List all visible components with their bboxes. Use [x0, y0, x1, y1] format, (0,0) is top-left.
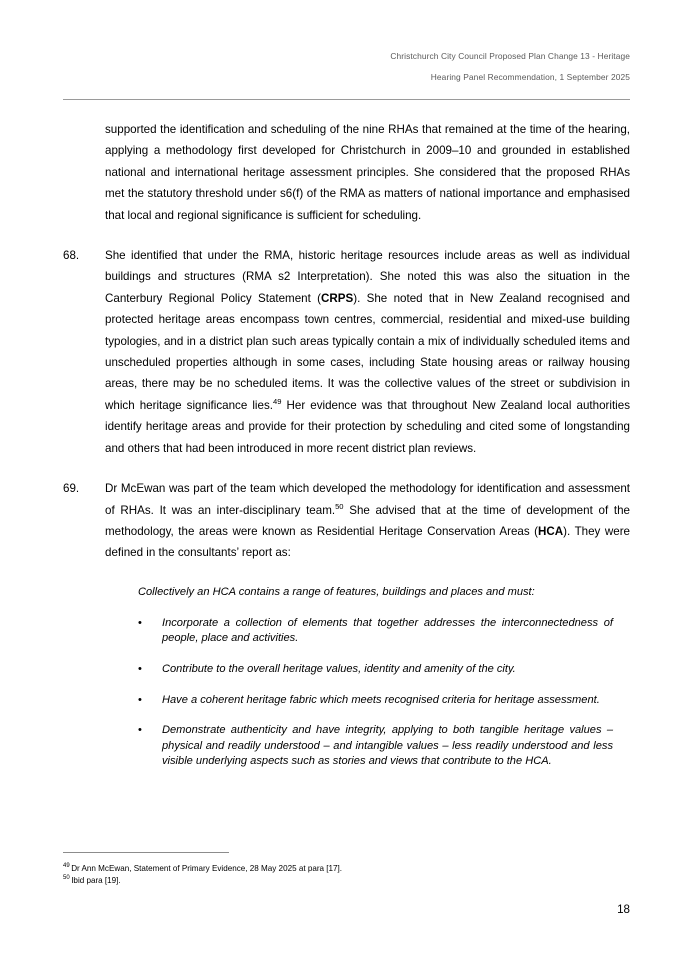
footnote-number-49: 49 [63, 863, 70, 870]
footnote-49 [63, 863, 630, 875]
footnote-49-text: Dr Ann McEwan, Statement of Primary Evidence, 28 May 2025 at para [17]. [71, 864, 343, 873]
bullet-icon: • [138, 693, 142, 706]
header-title-line-1: Christchurch City Council Proposed Plan Change 13 - Heritage [390, 51, 630, 61]
list-item-text: Incorporate a collection of elements that together addresses the interconnectedness of people, place and activities. [162, 616, 613, 645]
quote-bullet-list [138, 616, 613, 770]
page-header [63, 52, 630, 82]
quoted-definition-block [138, 583, 613, 770]
bullet-icon: • [138, 662, 142, 675]
paragraph-68 [63, 245, 630, 459]
paragraph-68-text-part-2: ). She noted that in New Zealand recognised and protected heritage areas encompass town centres, commercial, residential and mixed-use building typologies, and in a district plan such areas typically contain a mix of individually scheduled items and unscheduled properties although in some cases, including State housing areas or railway housing areas, there may be no scheduled items. It was the collective values of the street or subdivision in which heritage significance lies. [105, 291, 630, 412]
footnote-50-text: Ibid para [19]. [71, 875, 121, 885]
paragraph-68-number: 68. [63, 249, 80, 263]
document-body [63, 119, 630, 770]
list-item [138, 662, 613, 678]
list-item-text: Demonstrate authenticity and have integrity, applying to both tangible heritage values – physical and readily understood – and intangible values – less readily understood and less visible underlying aspects such as stories and views that contribute to the HCA. [162, 724, 613, 768]
paragraph-69 [63, 478, 630, 564]
paragraph-69-number: 69. [63, 482, 80, 496]
footnote-50 [63, 875, 630, 887]
list-item [138, 723, 613, 770]
paragraph-68-text-part-3: Her evidence was that throughout New Zealand local authorities identify heritage areas and provide for their protection by scheduling and cited some of longstanding and others that had been introduced in more recent district plan reviews. [105, 398, 630, 455]
footnote-marker-49[interactable]: 49 [272, 397, 282, 407]
list-item-text: Have a coherent heritage fabric which meets recognised criteria for heritage assessment. [162, 693, 600, 706]
paragraph-69-text-part-3: ). They were defined in the consultants’ report as: [105, 524, 631, 560]
list-item [138, 616, 613, 647]
header-divider [63, 99, 630, 100]
paragraph-68-bold-crps: CRPS [321, 291, 354, 305]
header-title-line-2: Hearing Panel Recommendation, 1 September 2025 [430, 71, 630, 82]
footnote-number-50: 50 [63, 874, 70, 881]
page-number: 18 [617, 903, 630, 916]
paragraph-continuation [105, 119, 630, 226]
list-item-text: Contribute to the overall heritage values, identity and amenity of the city. [162, 662, 516, 675]
bullet-icon: • [138, 724, 142, 737]
quote-lead-in: Collectively an HCA contains a range of features, buildings and places and must: [138, 585, 535, 598]
paragraph-69-bold-hca: HCA [538, 524, 564, 538]
footnote-marker-50[interactable]: 50 [335, 501, 344, 511]
footnote-area [63, 852, 630, 886]
list-item [138, 693, 613, 709]
footnote-divider [63, 852, 229, 853]
paragraph-69-text-part-2: She advised that at the time of development of the methodology, the areas were known as Residential Heritage Conservation Areas ( [105, 503, 630, 538]
bullet-icon: • [138, 616, 142, 629]
footnote-list [63, 863, 630, 886]
paragraph-68-text-part-1: She identified that under the RMA, historic heritage resources include areas as well as individual buildings and structures (RMA s2 Interpretation). She noted this was also the situation in the Canterbury Regional Policy Statement ( [105, 249, 630, 305]
paragraph-continuation-text: supported the identification and scheduling of the nine RHAs that remained at the time of the hearing, applying a methodology first developed for Christchurch in 2009–10 and grounded in established national and international heritage assessment principles. She considered that the proposed RHAs met the statutory threshold under s6(f) of the RMA as matters of national importance and emphasised that local and regional significance is sufficient for scheduling. [105, 123, 630, 222]
paragraph-69-text-part-1: Dr McEwan was part of the team which developed the methodology for identification and assessment of RHAs. It was an inter-disciplinary team. [105, 482, 630, 517]
